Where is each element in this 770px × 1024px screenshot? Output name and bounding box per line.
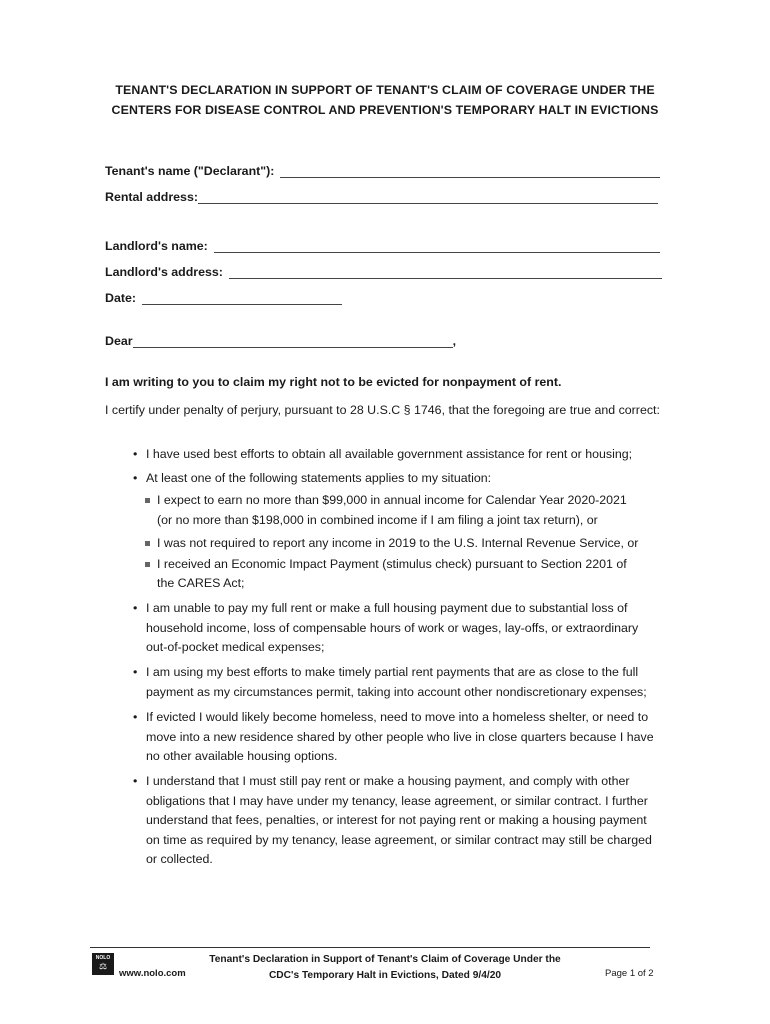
bullet-icon: •	[133, 665, 138, 679]
document-title-line-2: CENTERS FOR DISEASE CONTROL AND PREVENTION'S TEMPORARY HALT IN EVICTIONS	[111, 103, 659, 117]
footer-website: www.nolo.com	[119, 968, 186, 979]
landlord-address-field	[105, 261, 662, 279]
footer-title	[190, 952, 580, 984]
landlord-name-field	[105, 235, 660, 253]
landlord-address-label: Landlord's address:	[105, 265, 223, 279]
landlord-name-line[interactable]	[214, 241, 660, 253]
footer-divider	[90, 947, 650, 948]
date-label: Date:	[105, 291, 136, 305]
landlord-name-label: Landlord's name:	[105, 239, 208, 253]
dear-field	[105, 330, 456, 348]
tenant-name-label: Tenant's name ("Declarant"):	[105, 164, 275, 178]
square-bullet-icon	[145, 562, 150, 567]
certify-statement: I certify under penalty of perjury, pursuant to 28 U.S.C § 1746, that the foregoing are true and correct:	[105, 403, 660, 417]
dear-line[interactable]	[133, 336, 453, 348]
logo-wordmark: NOLO	[95, 955, 111, 961]
rental-address-label: Rental address:	[105, 190, 198, 204]
bullet-icon: •	[133, 471, 138, 485]
rental-address-field	[105, 186, 658, 204]
document-page: TENANT'S DECLARATION IN SUPPORT OF TENANT'S CLAIM OF COVERAGE UNDER THE CENTERS FOR DISEASE CONTROL AND PREVENTION'S TEMPORARY HALT IN EVICTIONS Tenant's name ("Declarant"): Rental address: Landlord's name: Landlord's address: Date: Dear , I am writing to you to claim my right not to be evicted for nonpayment of rent. I certify under penalty of perjury, pursuant to 28 U.S.C § 1746, that the foregoing are true and correct: • I have used best efforts to obtain all available government assistance for rent or housing; • At least one of the following statements applies to my situation: I expect to earn no more than $99,000 in annual income for Calendar Year 2020-2021 (or no more than $198,000 in combined income if I am filing a joint tax return), or I was not required to report any income in 2019 to the U.S. Internal Revenue Service, or I received an Economic Impact Payment (stimulus check) pursuant to Section 2201 of the CARES Act; • I am unable to pay my full rent or make a full housing payment due to substantial loss of household income, loss of compensable hours of work or wages, lay-offs, or extraordinary out-of-pocket medical expenses; • I am using my best efforts to make timely partial rent payments that are as close to the full payment as my circumstances permit, taking into account other nondiscretionary expenses; • If evicted I would likely become homeless, need to move into a homeless shelter, or need to move into a new residence shared by other people who live in close quarters because I have no other available housing options. • I understand that I must still pay rent or make a housing payment, and comply with other obligations that I may have under my tenancy, lease agreement, or similar contract. I further understand that fees, penalties, or interest for not paying rent or making a housing payment on time as required by my tenancy, lease agreement, or similar contract may still be charged or collected. NOLO ⚖ www.nolo.com Tenant's Declaration in Support of Tenant's Claim of Coverage Under the CDC's Temporary Halt in Evictions, Dated 9/4/20 Page 1 of 2	[0, 0, 770, 1024]
bullet-icon: •	[133, 774, 138, 788]
footer-title-line-1: Tenant's Declaration in Support of Tenant's Claim of Coverage Under the	[209, 954, 561, 965]
date-line[interactable]	[142, 293, 342, 305]
bullet-icon: •	[133, 447, 138, 461]
tenant-name-field	[105, 160, 660, 178]
scales-icon: ⚖	[98, 961, 108, 971]
square-bullet-icon	[145, 498, 150, 503]
landlord-address-line[interactable]	[229, 267, 662, 279]
footer-title-line-2: CDC's Temporary Halt in Evictions, Dated 9/4/20	[268, 970, 502, 981]
intro-statement: I am writing to you to claim my right not to be evicted for nonpayment of rent.	[105, 375, 562, 389]
square-bullet-icon	[145, 541, 150, 546]
dear-label: Dear	[105, 334, 133, 348]
page-number: Page 1 of 2	[605, 968, 654, 979]
dear-comma: ,	[452, 334, 457, 348]
rental-address-line[interactable]	[198, 192, 658, 204]
nolo-logo	[92, 953, 114, 975]
bullet-icon: •	[133, 710, 138, 724]
date-field	[105, 287, 342, 305]
bullet-icon: •	[133, 601, 138, 615]
document-title-line-1: TENANT'S DECLARATION IN SUPPORT OF TENANT'S CLAIM OF COVERAGE UNDER THE	[115, 83, 655, 97]
tenant-name-line[interactable]	[280, 166, 660, 178]
